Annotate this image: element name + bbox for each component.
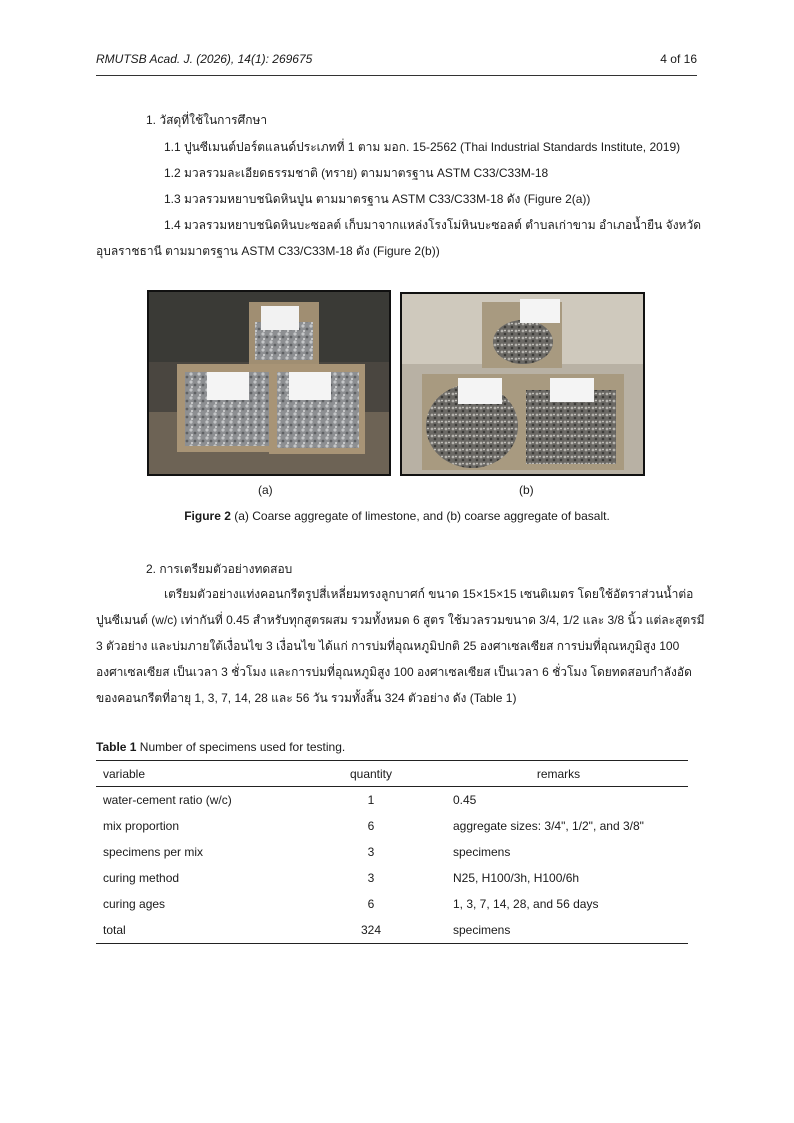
cell-quantity: 1 (367, 793, 375, 807)
header-quantity: quantity (349, 766, 393, 781)
table-header-row (96, 761, 688, 787)
cell-variable: curing method (103, 871, 180, 885)
section2-line-5: ของคอนกรีตที่อายุ 1, 3, 7, 14, 28 และ 56 วัน รวมทั้งสิ้น 324 ตัวอย่าง ดัง (Table 1) (96, 691, 517, 705)
cell-variable: total (103, 923, 126, 937)
header-rule (96, 75, 697, 76)
table-row (96, 787, 688, 814)
specimens-table (96, 760, 688, 944)
header-remarks: remarks (536, 766, 581, 781)
figure-caption (0, 509, 794, 523)
cell-variable: curing ages (103, 897, 166, 911)
section1-item-2: 1.2 มวลรวมละเอียดธรรมชาติ (ทราย) ตามมาตรฐาน ASTM C33/C33M-18 (164, 166, 549, 180)
page-number: 4 of 16 (660, 52, 697, 66)
cell-quantity: 6 (367, 819, 375, 833)
basalt-aggregate-photo (400, 292, 645, 476)
cell-remarks: 1, 3, 7, 14, 28, and 56 days (453, 897, 599, 911)
cell-quantity: 3 (367, 871, 375, 885)
table-row (96, 813, 688, 839)
section2-line-1: เตรียมตัวอย่างแท่งคอนกรีตรูปสี่เหลี่ยมทรงลูกบาศก์ ขนาด 15×15×15 เซนติเมตร โดยใช้อัตราส่วนน้ำต่อ (164, 587, 694, 601)
figure-label-b: (b) (519, 483, 534, 497)
table-row (96, 865, 688, 891)
running-header (96, 52, 697, 72)
section2-line-2: ปูนซีเมนต์ (w/c) เท่ากันที่ 0.45 สำหรับทุกสูตรผสม รวมทั้งหมด 6 สูตร ใช้มวลรวมขนาด 3/4, 1/2 และ 3/8 นิ้ว แต่ละสูตรมี (96, 613, 705, 627)
cell-remarks: aggregate sizes: 3/4", 1/2", and 3/8" (453, 819, 644, 833)
section1-item-1: 1.1 ปูนซีเมนต์ปอร์ตแลนด์ประเภทที่ 1 ตาม มอก. 15-2562 (Thai Industrial Standards Institute, 2019) (164, 140, 681, 154)
cell-variable: mix proportion (103, 819, 180, 833)
figure-caption-text: (a) Coarse aggregate of limestone, and (b) coarse aggregate of basalt. (230, 509, 610, 523)
cell-remarks: specimens (453, 845, 511, 859)
section2-line-4: องศาเซลเซียส เป็นเวลา 3 ชั่วโมง และการบ่มที่อุณหภูมิสูง 100 องศาเซลเซียส เป็นเวลา 6 ชั่วโมง โดยทดสอบกำลังอัด (96, 665, 692, 679)
journal-citation: RMUTSB Acad. J. (2026), 14(1): 269675 (96, 52, 313, 66)
cell-quantity: 6 (367, 897, 375, 911)
section2-line-3: 3 ตัวอย่าง และบ่มภายใต้เงื่อนไข 3 เงื่อนไข ได้แก่ การบ่มที่อุณหภูมิปกติ 25 องศาเซลเซียส การบ่มที่อุณหภูมิสูง 100 (96, 639, 680, 653)
cell-variable: specimens per mix (103, 845, 204, 859)
cell-remarks: specimens (453, 923, 511, 937)
table-row (96, 891, 688, 917)
section2-heading: 2. การเตรียมตัวอย่างทดสอบ (146, 562, 293, 576)
cell-variable: water-cement ratio (w/c) (103, 793, 232, 807)
figure-caption-label: Figure 2 (184, 509, 231, 523)
section1-item-4-continued: อุบลราชธานี ตามมาตรฐาน ASTM C33/C33M-18 ดัง (Figure 2(b)) (96, 244, 440, 258)
section1-item-4: 1.4 มวลรวมหยาบชนิดหินบะซอลต์ เก็บมาจากแหล่งโรงโม่หินบะซอลต์ ตำบลเก่าขาม อำเภอน้ำยืน จังหวัด (164, 218, 701, 232)
cell-remarks: 0.45 (453, 793, 477, 807)
section1-item-3: 1.3 มวลรวมหยาบชนิดหินปูน ตามมาตรฐาน ASTM C33/C33M-18 ดัง (Figure 2(a)) (164, 192, 591, 206)
section1-heading: 1. วัสดุที่ใช้ในการศึกษา (146, 113, 268, 127)
table-row (96, 917, 688, 944)
figure-label-a: (a) (258, 483, 273, 497)
header-variable: variable (103, 766, 146, 781)
table-row (96, 839, 688, 865)
cell-quantity: 3 (367, 845, 375, 859)
table-caption-label: Table 1 (96, 740, 137, 754)
limestone-aggregate-photo (147, 290, 391, 476)
table-caption (96, 740, 345, 754)
cell-quantity: 324 (360, 923, 382, 937)
table-caption-text: Number of specimens used for testing. (136, 740, 346, 754)
cell-remarks: N25, H100/3h, H100/6h (453, 871, 580, 885)
